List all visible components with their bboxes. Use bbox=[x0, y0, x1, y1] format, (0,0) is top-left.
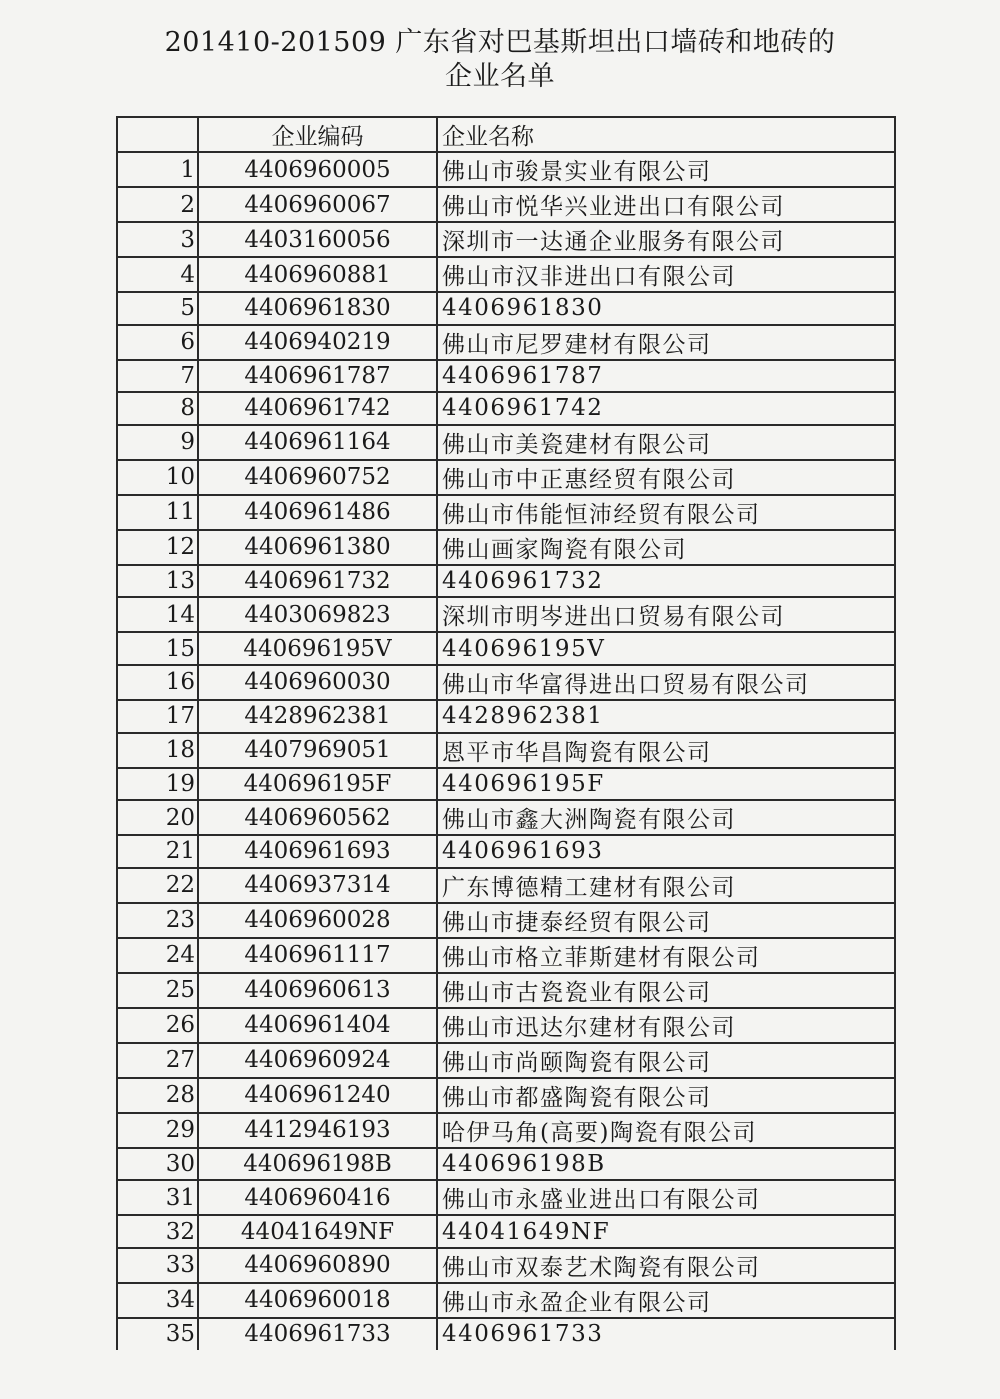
row-number: 33 bbox=[117, 1248, 198, 1283]
enterprise-name: 4406961693 bbox=[437, 835, 895, 868]
enterprise-code: 4406961404 bbox=[198, 1008, 437, 1043]
table-row bbox=[117, 1318, 895, 1350]
table-row bbox=[117, 360, 895, 393]
table-row bbox=[117, 733, 895, 768]
enterprise-code: 4428962381 bbox=[198, 700, 437, 733]
row-number: 13 bbox=[117, 565, 198, 598]
table-row bbox=[117, 292, 895, 325]
enterprise-code: 4406960890 bbox=[198, 1248, 437, 1283]
header-enterprise-name: 企业名称 bbox=[437, 117, 895, 152]
enterprise-code: 4406960067 bbox=[198, 187, 437, 222]
enterprise-code: 440696195F bbox=[198, 768, 437, 801]
enterprise-name: 佛山市鑫大洲陶瓷有限公司 bbox=[437, 800, 895, 835]
enterprise-code: 4406961380 bbox=[198, 530, 437, 565]
enterprise-table bbox=[116, 116, 896, 1350]
enterprise-code: 4406960018 bbox=[198, 1283, 437, 1318]
enterprise-name: 4406961830 bbox=[437, 292, 895, 325]
row-number: 12 bbox=[117, 530, 198, 565]
row-number: 19 bbox=[117, 768, 198, 801]
table-row bbox=[117, 868, 895, 903]
enterprise-code: 4406940219 bbox=[198, 325, 437, 360]
row-number: 10 bbox=[117, 460, 198, 495]
row-number: 21 bbox=[117, 835, 198, 868]
enterprise-name: 哈伊马角(高要)陶瓷有限公司 bbox=[437, 1113, 895, 1148]
enterprise-code: 4403160056 bbox=[198, 222, 437, 257]
row-number: 3 bbox=[117, 222, 198, 257]
row-number: 17 bbox=[117, 700, 198, 733]
header-enterprise-code: 企业编码 bbox=[198, 117, 437, 152]
table-row bbox=[117, 700, 895, 733]
row-number: 25 bbox=[117, 973, 198, 1008]
table-row bbox=[117, 632, 895, 665]
enterprise-name: 4406961732 bbox=[437, 565, 895, 598]
enterprise-code: 4406961240 bbox=[198, 1078, 437, 1113]
enterprise-name: 广东博德精工建材有限公司 bbox=[437, 868, 895, 903]
enterprise-name: 佛山市中正惠经贸有限公司 bbox=[437, 460, 895, 495]
table-row bbox=[117, 1248, 895, 1283]
row-number: 11 bbox=[117, 495, 198, 530]
enterprise-name: 佛山市都盛陶瓷有限公司 bbox=[437, 1078, 895, 1113]
table-row bbox=[117, 495, 895, 530]
enterprise-code: 4406961830 bbox=[198, 292, 437, 325]
table-row bbox=[117, 768, 895, 801]
enterprise-code: 4406961164 bbox=[198, 425, 437, 460]
enterprise-code: 4406960416 bbox=[198, 1180, 437, 1215]
row-number: 23 bbox=[117, 903, 198, 938]
enterprise-name: 恩平市华昌陶瓷有限公司 bbox=[437, 733, 895, 768]
enterprise-name: 4406961733 bbox=[437, 1318, 895, 1350]
table-row bbox=[117, 1008, 895, 1043]
title-line-2: 企业名单 bbox=[445, 61, 555, 92]
row-number: 32 bbox=[117, 1215, 198, 1248]
enterprise-code: 440696195V bbox=[198, 632, 437, 665]
row-number: 35 bbox=[117, 1318, 198, 1350]
row-number: 6 bbox=[117, 325, 198, 360]
enterprise-name: 佛山市格立菲斯建材有限公司 bbox=[437, 938, 895, 973]
enterprise-name: 佛山市捷泰经贸有限公司 bbox=[437, 903, 895, 938]
enterprise-code: 4406960924 bbox=[198, 1043, 437, 1078]
enterprise-name: 佛山市尼罗建材有限公司 bbox=[437, 325, 895, 360]
enterprise-code: 4406960881 bbox=[198, 257, 437, 292]
table-row bbox=[117, 938, 895, 973]
table-row bbox=[117, 835, 895, 868]
header-number bbox=[117, 117, 198, 152]
row-number: 29 bbox=[117, 1113, 198, 1148]
enterprise-code: 4406961733 bbox=[198, 1318, 437, 1350]
enterprise-name: 佛山市骏景实业有限公司 bbox=[437, 152, 895, 187]
row-number: 5 bbox=[117, 292, 198, 325]
row-number: 18 bbox=[117, 733, 198, 768]
enterprise-name: 深圳市明岑进出口贸易有限公司 bbox=[437, 597, 895, 632]
enterprise-name: 440696195V bbox=[437, 632, 895, 665]
row-number: 34 bbox=[117, 1283, 198, 1318]
row-number: 8 bbox=[117, 392, 198, 425]
enterprise-name: 佛山市双泰艺术陶瓷有限公司 bbox=[437, 1248, 895, 1283]
enterprise-code: 4406960613 bbox=[198, 973, 437, 1008]
enterprise-code: 4407969051 bbox=[198, 733, 437, 768]
enterprise-code: 4412946193 bbox=[198, 1113, 437, 1148]
row-number: 16 bbox=[117, 665, 198, 700]
row-number: 30 bbox=[117, 1148, 198, 1181]
enterprise-name: 深圳市一达通企业服务有限公司 bbox=[437, 222, 895, 257]
row-number: 26 bbox=[117, 1008, 198, 1043]
table-row bbox=[117, 152, 895, 187]
title-line-1: 201410-201509 广东省对巴基斯坦出口墙砖和地砖的 bbox=[164, 27, 836, 58]
enterprise-name: 佛山市古瓷瓷业有限公司 bbox=[437, 973, 895, 1008]
enterprise-code: 4406961117 bbox=[198, 938, 437, 973]
row-number: 20 bbox=[117, 800, 198, 835]
table-row bbox=[117, 392, 895, 425]
row-number: 22 bbox=[117, 868, 198, 903]
row-number: 2 bbox=[117, 187, 198, 222]
enterprise-name: 4428962381 bbox=[437, 700, 895, 733]
table-row bbox=[117, 597, 895, 632]
enterprise-name: 佛山市尚颐陶瓷有限公司 bbox=[437, 1043, 895, 1078]
enterprise-code: 4406960562 bbox=[198, 800, 437, 835]
table-row bbox=[117, 1148, 895, 1181]
table-row bbox=[117, 530, 895, 565]
table-row bbox=[117, 460, 895, 495]
enterprise-code: 44041649NF bbox=[198, 1215, 437, 1248]
row-number: 9 bbox=[117, 425, 198, 460]
enterprise-name: 440696198B bbox=[437, 1148, 895, 1181]
enterprise-code: 4403069823 bbox=[198, 597, 437, 632]
enterprise-code: 4406961693 bbox=[198, 835, 437, 868]
enterprise-name: 佛山市悦华兴业进出口有限公司 bbox=[437, 187, 895, 222]
table-row bbox=[117, 1078, 895, 1113]
table-row bbox=[117, 800, 895, 835]
enterprise-name: 4406961787 bbox=[437, 360, 895, 393]
table-row bbox=[117, 1043, 895, 1078]
enterprise-name: 44041649NF bbox=[437, 1215, 895, 1248]
row-number: 15 bbox=[117, 632, 198, 665]
enterprise-name: 4406961742 bbox=[437, 392, 895, 425]
table-row bbox=[117, 565, 895, 598]
row-number: 14 bbox=[117, 597, 198, 632]
table-row bbox=[117, 425, 895, 460]
enterprise-code: 4406960752 bbox=[198, 460, 437, 495]
table-body bbox=[117, 152, 895, 1350]
enterprise-code: 4406960030 bbox=[198, 665, 437, 700]
table-row bbox=[117, 257, 895, 292]
table-row bbox=[117, 1113, 895, 1148]
enterprise-name: 佛山市永盛业进出口有限公司 bbox=[437, 1180, 895, 1215]
enterprise-code: 4406961486 bbox=[198, 495, 437, 530]
row-number: 1 bbox=[117, 152, 198, 187]
enterprise-name: 佛山画家陶瓷有限公司 bbox=[437, 530, 895, 565]
table-row bbox=[117, 903, 895, 938]
table-header-row bbox=[117, 117, 895, 152]
table-row bbox=[117, 973, 895, 1008]
enterprise-name: 440696195F bbox=[437, 768, 895, 801]
enterprise-code: 440696198B bbox=[198, 1148, 437, 1181]
enterprise-name: 佛山市华富得进出口贸易有限公司 bbox=[437, 665, 895, 700]
enterprise-name: 佛山市迅达尔建材有限公司 bbox=[437, 1008, 895, 1043]
row-number: 31 bbox=[117, 1180, 198, 1215]
enterprise-code: 4406961742 bbox=[198, 392, 437, 425]
enterprise-name: 佛山市伟能恒沛经贸有限公司 bbox=[437, 495, 895, 530]
table-row bbox=[117, 1215, 895, 1248]
enterprise-name: 佛山市永盈企业有限公司 bbox=[437, 1283, 895, 1318]
table-row bbox=[117, 1180, 895, 1215]
table-row bbox=[117, 325, 895, 360]
enterprise-code: 4406961787 bbox=[198, 360, 437, 393]
table-row bbox=[117, 187, 895, 222]
enterprise-code: 4406937314 bbox=[198, 868, 437, 903]
enterprise-name: 佛山市美瓷建材有限公司 bbox=[437, 425, 895, 460]
enterprise-code: 4406961732 bbox=[198, 565, 437, 598]
enterprise-name: 佛山市汉非进出口有限公司 bbox=[437, 257, 895, 292]
row-number: 7 bbox=[117, 360, 198, 393]
row-number: 4 bbox=[117, 257, 198, 292]
row-number: 24 bbox=[117, 938, 198, 973]
table-row bbox=[117, 665, 895, 700]
table-row bbox=[117, 1283, 895, 1318]
enterprise-code: 4406960005 bbox=[198, 152, 437, 187]
document-title bbox=[0, 26, 1000, 94]
row-number: 27 bbox=[117, 1043, 198, 1078]
enterprise-code: 4406960028 bbox=[198, 903, 437, 938]
row-number: 28 bbox=[117, 1078, 198, 1113]
table-row bbox=[117, 222, 895, 257]
